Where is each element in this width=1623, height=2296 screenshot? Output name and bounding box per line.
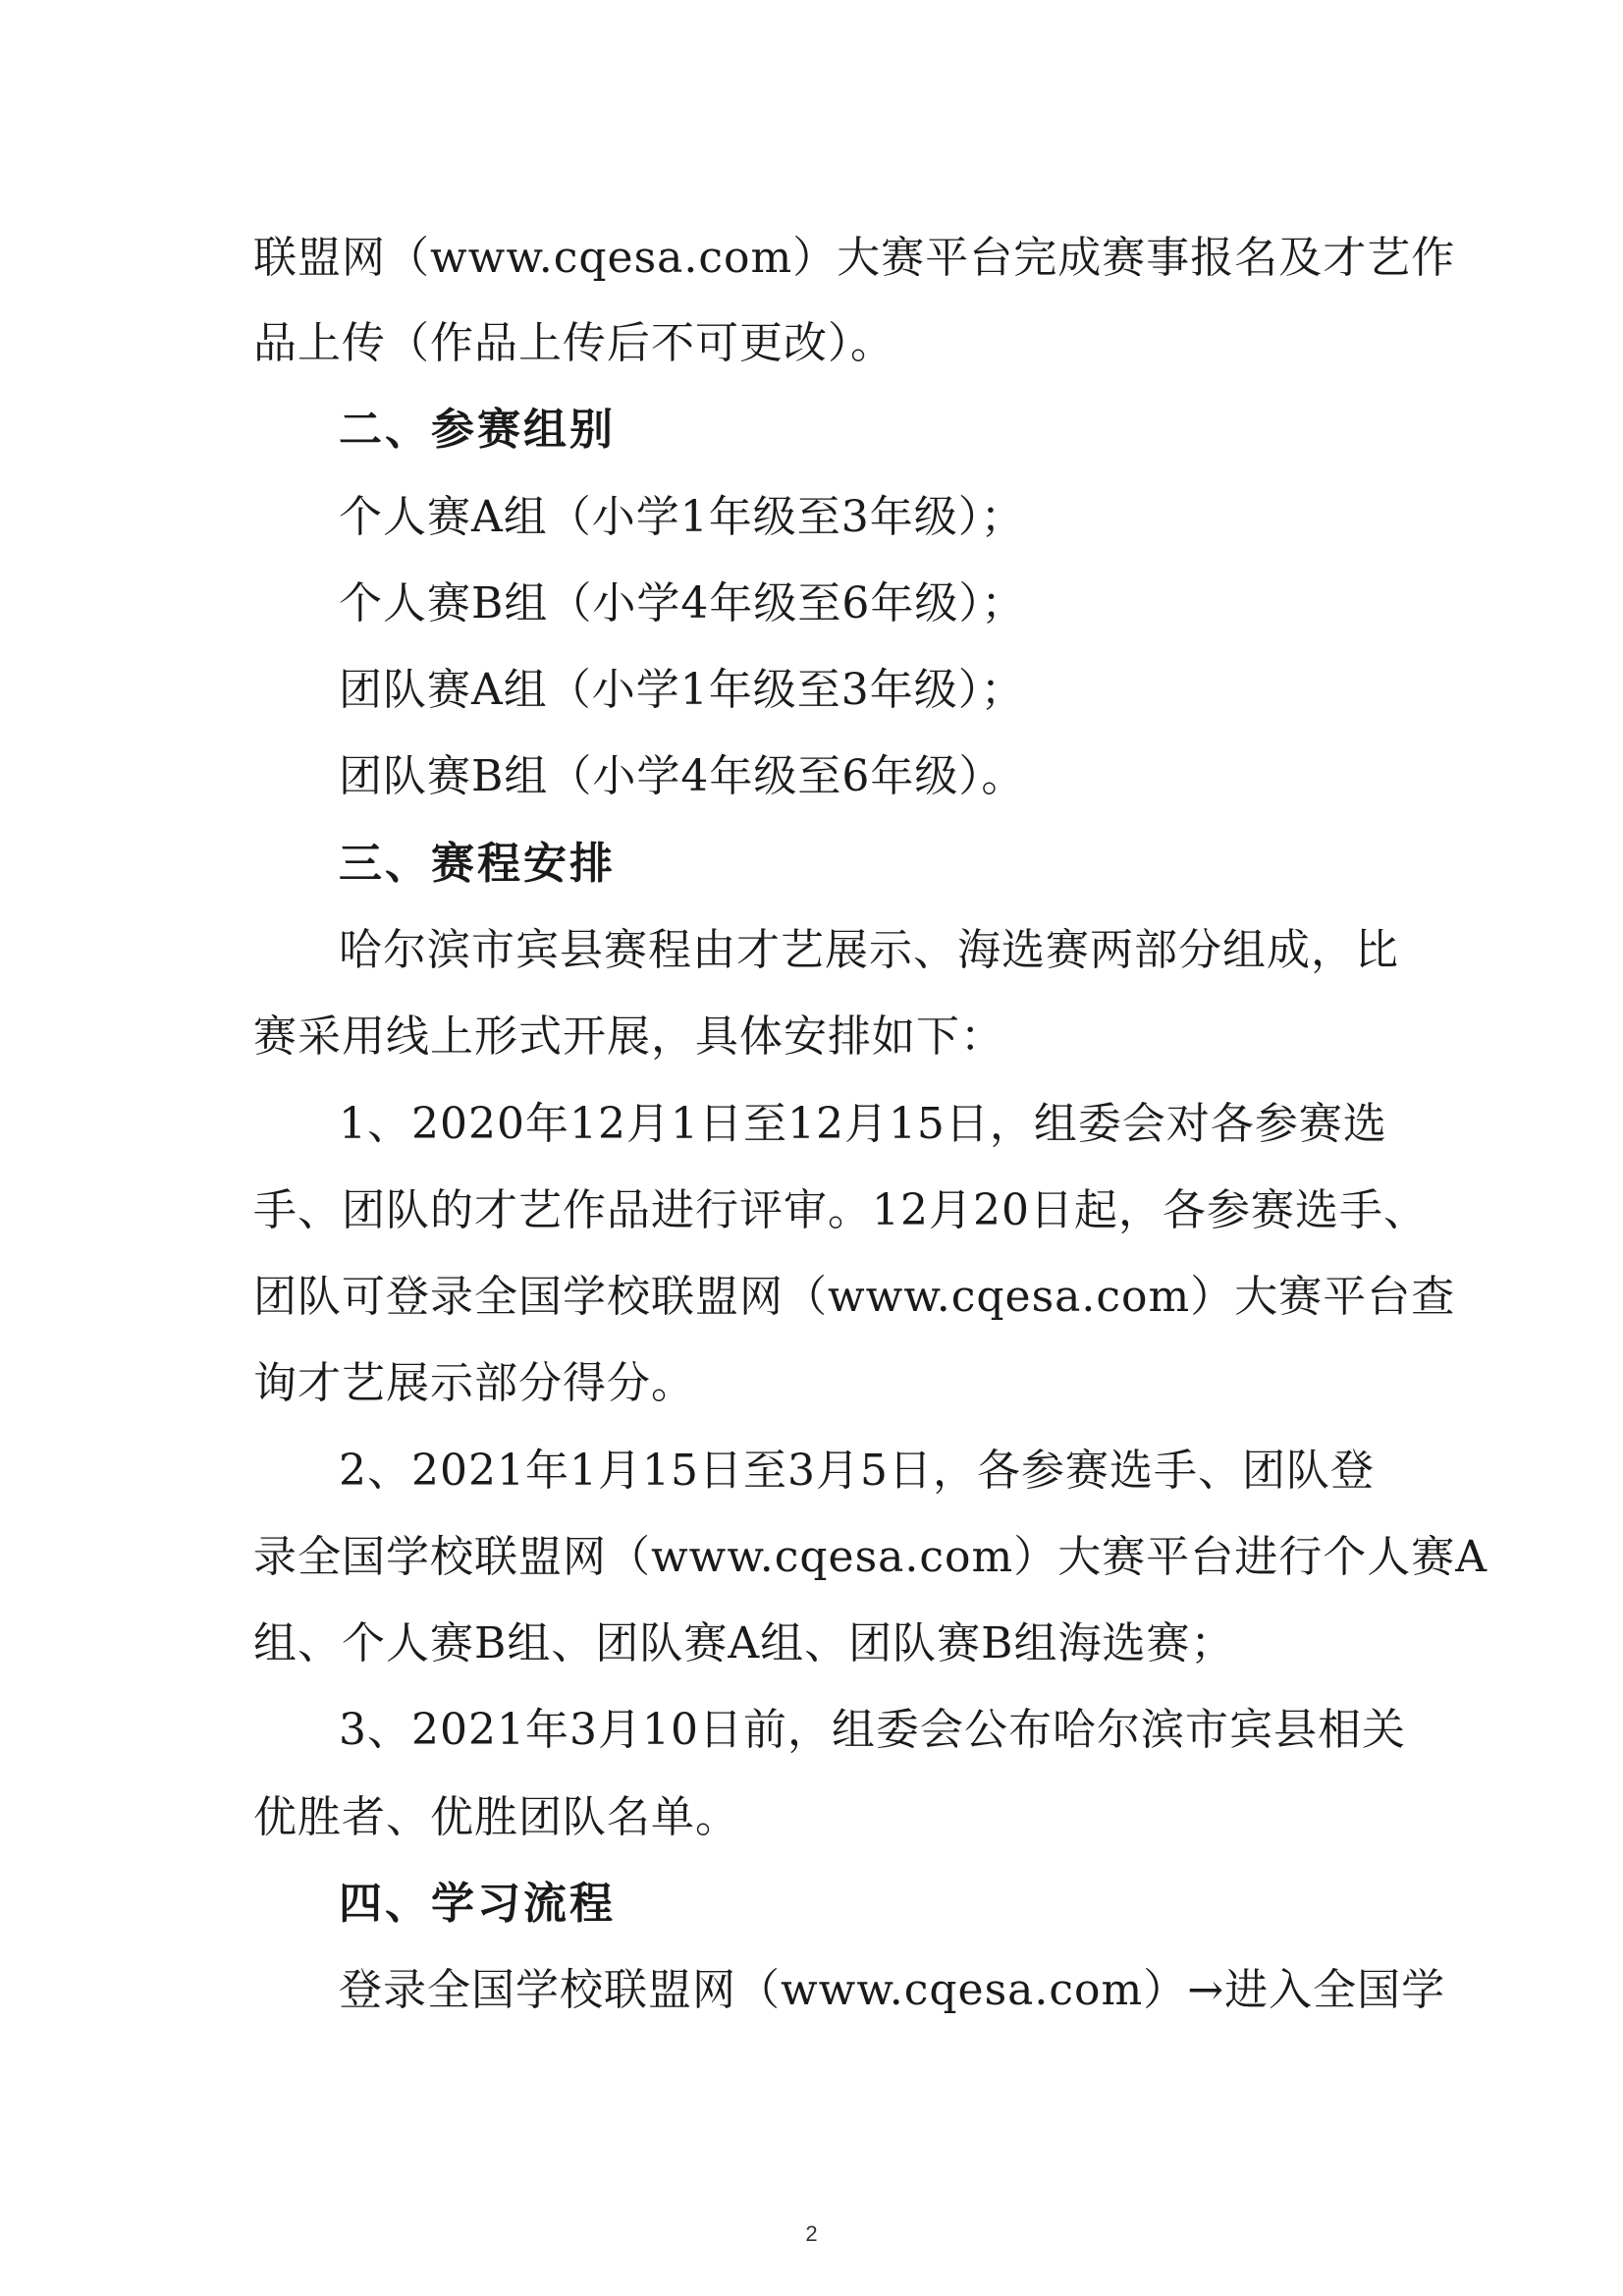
section-heading-schedule: 三、赛程安排 xyxy=(339,839,616,889)
learning-line-1: 登录全国学校联盟网（www.cqesa.com）→进入全国学 xyxy=(339,1965,1446,2015)
schedule-intro-line-1: 哈尔滨市宾县赛程由才艺展示、海选赛两部分组成，比 xyxy=(339,925,1399,975)
group-item-individual-a: 个人赛A组（小学1年级至3年级）； xyxy=(339,492,1025,542)
schedule-item-2-line-1: 2、2021年1月15日至3月5日，各参赛选手、团队登 xyxy=(339,1446,1375,1496)
schedule-item-1-line-4: 询才艺展示部分得分。 xyxy=(253,1358,695,1408)
intro-line-2: 品上传（作品上传后不可更改）。 xyxy=(253,318,894,368)
schedule-item-1-line-2: 手、团队的才艺作品进行评审。12月20日起，各参赛选手、 xyxy=(253,1185,1428,1235)
section-heading-learning: 四、学习流程 xyxy=(339,1879,616,1929)
schedule-item-1-line-1: 1、2020年12月1日至12月15日，组委会对各参赛选 xyxy=(339,1099,1387,1149)
page-number: 2 xyxy=(805,2221,818,2246)
intro-line-1: 联盟网（www.cqesa.com）大赛平台完成赛事报名及才艺作 xyxy=(253,233,1456,283)
schedule-item-2-line-2: 录全国学校联盟网（www.cqesa.com）大赛平台进行个人赛A xyxy=(253,1532,1488,1582)
schedule-item-3-line-1: 3、2021年3月10日前，组委会公布哈尔滨市宾县相关 xyxy=(339,1705,1406,1755)
schedule-item-3-line-2: 优胜者、优胜团队名单。 xyxy=(253,1792,739,1842)
schedule-intro-line-2: 赛采用线上形式开展，具体安排如下： xyxy=(253,1011,1004,1062)
section-heading-groups: 二、参赛组别 xyxy=(339,405,616,455)
schedule-item-1-line-3: 团队可登录全国学校联盟网（www.cqesa.com）大赛平台查 xyxy=(253,1272,1456,1322)
schedule-item-2-line-3: 组、个人赛B组、团队赛A组、团队赛B组海选赛； xyxy=(253,1618,1235,1668)
group-item-individual-b: 个人赛B组（小学4年级至6年级）； xyxy=(339,578,1026,629)
group-item-team-b: 团队赛B组（小学4年级至6年级）。 xyxy=(339,751,1026,801)
group-item-team-a: 团队赛A组（小学1年级至3年级）； xyxy=(339,665,1025,715)
